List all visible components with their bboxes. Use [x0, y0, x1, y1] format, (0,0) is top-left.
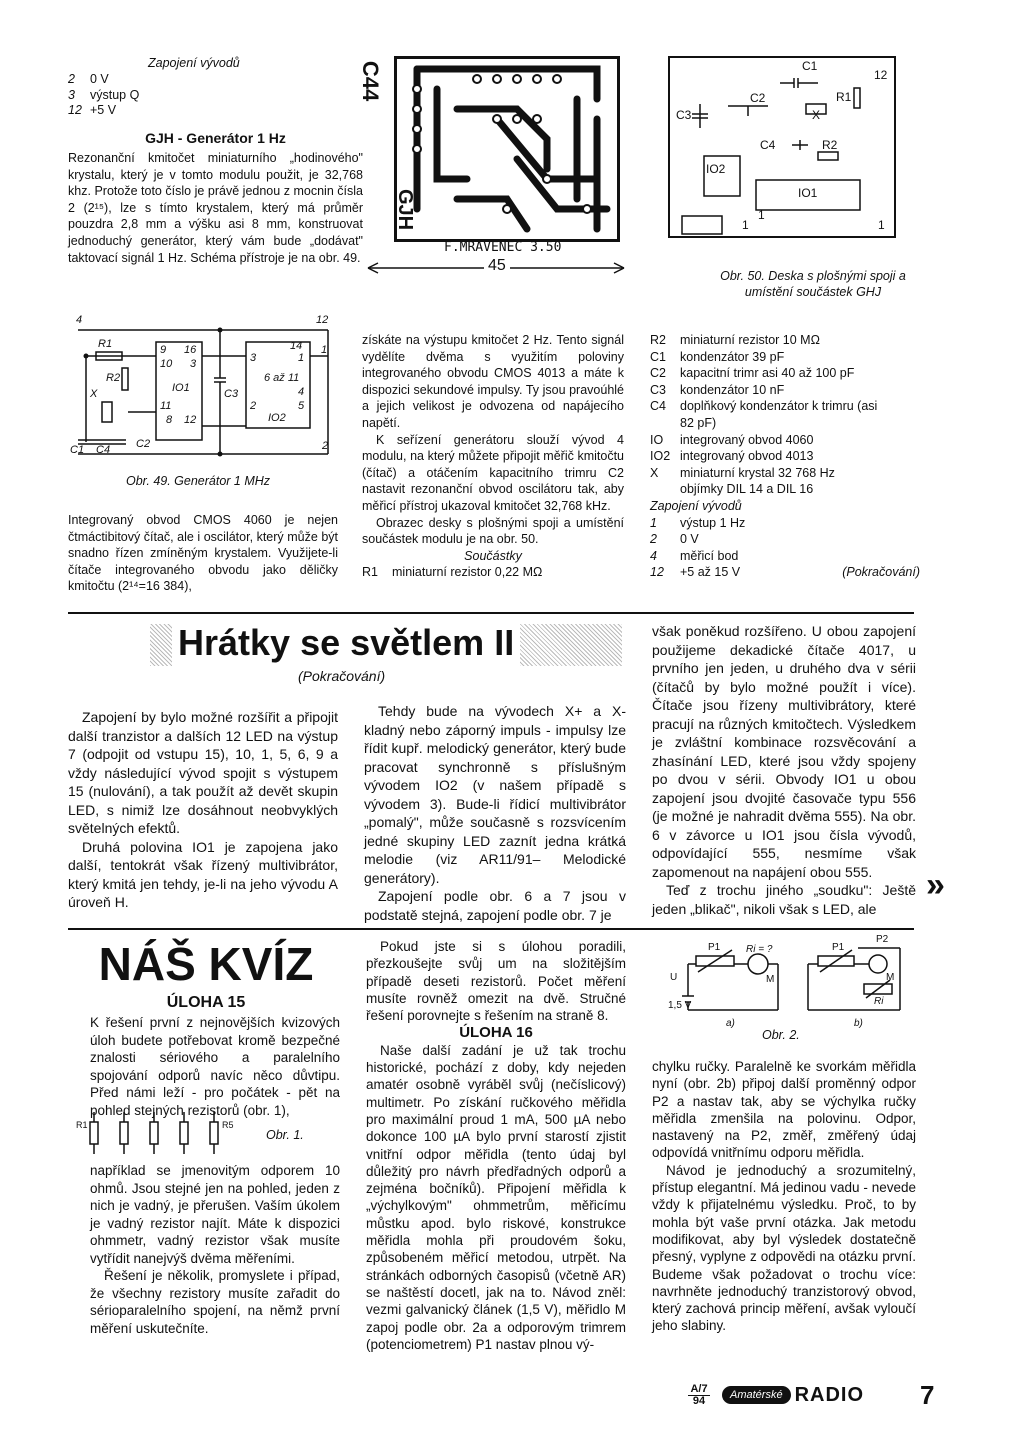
fig50-label: 12 [874, 68, 888, 82]
fig50-label: 1 [742, 218, 749, 232]
fig50-caption: Obr. 50. Deska s plošnými spoji a umístění součástek GHJ [720, 269, 906, 299]
fig49-label: 3 [250, 352, 257, 364]
kviz-task16: ÚLOHA 16 [459, 1024, 533, 1042]
fig49-label: 2 [322, 440, 329, 452]
kviz-fig2-label: a) [726, 1018, 735, 1029]
kviz-col3 [652, 1058, 916, 1335]
kviz-paragraph: Pokud jste si s úlohou poradili, přezkoušejte svůj um na složitějším případě deseti rezistorů. Počet měření musíte rovněž omezit na dvě. Stručné řešení porovnejte s řešením na straně 8. [366, 939, 626, 1024]
issue-month: A/7 [688, 1384, 710, 1396]
pcb-side-label: C44 [358, 60, 384, 102]
fig49-label: 8 [166, 414, 173, 426]
kviz-paragraph: K řešení první z nejnovějších kvizových úloh budete potřebovat kromě bezpečné znalosti sériového a paralelního spojování odporů navíc něco důvtipu. Před námi leží - pro počátek - pět na pohled stejných rezistorů (obr. 1), [90, 1015, 340, 1118]
pinout-top-title: Zapojení vývodů [148, 56, 240, 70]
fig50-label: 1 [758, 208, 765, 222]
logo-radio: RADIO [794, 1383, 865, 1406]
hratky-title: Hrátky se světlem II [172, 620, 520, 666]
gjh-col1-bottom [68, 512, 338, 595]
kviz-title: NÁŠ KVÍZ [98, 938, 314, 990]
fig50-label: R1 [836, 90, 852, 104]
fig49-label: 14 [290, 340, 303, 352]
fig50-label: IO2 [706, 162, 726, 176]
hratky-col3 [652, 622, 916, 918]
part-row: C4 doplňkový kondenzátor k trimru (asi [650, 399, 878, 414]
fig49-label: C3 [224, 388, 239, 400]
hratky-paragraph: Zapojení podle obr. 6 a 7 jsou v podstatě stejná, zapojení podle obr. 7 je [364, 888, 626, 923]
kviz-task15: ÚLOHA 15 [166, 994, 246, 1011]
fig50-label: C2 [750, 91, 766, 105]
gjh-paragraph: Rezonanční kmitočet miniaturního „hodinového" krystalu, který je v tomto modulu použit, je 32,768 khz. Protože toto číslo je právě jednou z mocnin čísla 2 (2¹⁵), lze s tímto krystalem, který má průměr pouzdra 2,8 mm a výšku asi 8 mm, konstruovat jednoduchý generátor, který vám bude „dodávat" taktovací signál 1 Hz. Schéma přístroje je na obr. 49. [68, 151, 363, 265]
kviz-paragraph: Řešení je několik, promyslete i případ, že všechny rezistory musíte zařadit do sérioparalelního spojení, na němž první měření uskutečníte. [90, 1268, 340, 1336]
continued-label: (Pokračování) [842, 565, 920, 580]
part-row-cont: objímky DIL 14 a DIL 16 [680, 482, 814, 497]
fig49-label: 12 [184, 414, 197, 426]
fig49 [66, 316, 346, 476]
kviz-fig1 [76, 1108, 344, 1158]
pinout-top-row: 12 +5 V [68, 103, 117, 117]
issue-number [688, 1384, 710, 1407]
fig49-label: IO1 [172, 382, 190, 394]
fig49-label: 4 [76, 314, 83, 326]
fig50 [668, 56, 900, 266]
kviz-fig1-label: R5 [222, 1120, 234, 1130]
hratky-paragraph: Teď z trochu jiného „soudku": Ještě jeden „blikač", nikoli však s LED, ale [652, 882, 916, 917]
kviz-fig2 [668, 934, 908, 1046]
hratky-paragraph: však poněkud rozšířeno. U obou zapojení použijeme dekadické čítače 4017, u prvního jen jeden, u druhého dva v sérii (čítačů by bylo možné použít i více). Čítače jsou řízeny multivibrátory, které pracují na různých kmitočtech. Výsledkem je zvláštní kombinace rozsvěcování a zhasínání LED, které jsou vždy spojeny po dvou v sérii. Obvody IO1 u obou zapojení jsou dvojité časovače typu 556 (je možné je nahradit dvěma 555). Na obr. 6 v závorce u IO1 jsou čísla vývodů, odpovídající 555, nesmíme však zapomenout na napájení obou 555. [652, 623, 916, 880]
kviz-fig2-label: P2 [876, 934, 889, 945]
pinout-top-row: 3 výstup Q [68, 87, 140, 102]
pinout-top-row: 2 0 V [68, 72, 109, 86]
gjh-intro [68, 150, 363, 266]
part-row: R1 miniaturní rezistor 0,22 MΩ [362, 565, 543, 580]
kviz-fig2-label: M [766, 974, 775, 985]
pinout-bottom-title: Zapojení vývodů [650, 498, 742, 513]
magazine-logo [722, 1384, 864, 1406]
fig50-label: C3 [676, 108, 692, 122]
part-row: X miniaturní krystal 32 768 Hz [650, 465, 835, 480]
fig50-label: C4 [760, 138, 776, 152]
hratky-col1 [68, 708, 338, 912]
hratky-continued: (Pokračování) [298, 668, 386, 684]
pinout-row: 1 výstup 1 Hz [650, 515, 746, 530]
fig49-label: C2 [136, 438, 151, 450]
fig49-caption: Obr. 49. Generátor 1 MHz [126, 474, 271, 488]
issue-year: 94 [692, 1395, 706, 1407]
kviz-paragraph: například se jmenovitým odporem 10 ohmů. Jsou stejné jen na pohled, jeden z nich je vadný, je přerušen. Vaším úkolem je vadný rezistor najít. Máte k dispozici ohmmetr, vadný rezistor však musíte vytřídit nanejvýš dvěma měřeními. [90, 1163, 340, 1266]
fig49-label: 9 [160, 344, 167, 356]
fig49-label: 6 až 11 [264, 372, 300, 384]
fig49-label: C1 [70, 444, 85, 456]
pcb-figure [356, 48, 626, 288]
part-row: IO integrovaný obvod 4060 [650, 432, 814, 447]
kviz-fig1-caption: Obr. 1. [266, 1128, 304, 1142]
fig49-label: 10 [160, 358, 173, 370]
fig49-label: 1 [321, 344, 328, 356]
gjh-paragraph: získáte na výstupu kmitočet 2 Hz. Tento signál vydělíte dvěma s využitím poloviny integrovaného obvodu CMOS 4013 a máte k dispozici sekundové impulsy. Ty jsou pravoúhlé a jejich velikost je odvozena od napájecího napětí. [362, 333, 624, 430]
gjh-paragraph: Obrazec desky s plošnými spoji a umístění součástek modulu je na obr. 50. [362, 515, 624, 547]
part-row: C1 kondenzátor 39 pF [650, 349, 785, 364]
fig50-label: X [812, 108, 821, 122]
kviz-fig2-label: Ri [874, 996, 884, 1007]
fig49-label: 12 [316, 314, 329, 326]
fig49-label: 5 [298, 400, 305, 412]
fig49-label: 2 [250, 400, 257, 412]
logo-script: Amatérské [722, 1386, 791, 1404]
fig49-label: 11 [160, 400, 172, 412]
fig49-label: 16 [184, 344, 197, 356]
kviz-col1-top [90, 1014, 340, 1119]
gjh-heading: GJH - Generátor 1 Hz [145, 130, 286, 146]
part-row: C3 kondenzátor 10 nF [650, 382, 785, 397]
kviz-paragraph: Naše další zadání je už tak trochu historické, pochází z doby, kdy nejeden amatér osobně vyráběl svůj (nečíslicový) multimetr. Po získání ručkového měřidla pro maximální proud 1 mA, 500 µA nebo dokonce 100 µA bylo první starostí zjistit vnitřní odpor měřidla (tento údaj byl důležitý pro návrh předřadných odporů a zejména bočníků). Připojení měřidla k „výchylkovým" ohmmetrům, měřicímu můstku apod. bylo riskové, konstrukce měřidla mohla při proudovém šoku, způsobeném měřicí metodou, utrpět. Na stránkách odborných časopisů (včetně AR) se naštěstí docetl, jak na to. Návod zněl: vezmi galvanický článek (1,5 V), měřidlo M zapoj podle obr. 2a a odporovým trimrem (potenciometrem) P1 nastav plnou vý- [366, 1042, 626, 1352]
kviz-fig2-label: P1 [708, 942, 721, 953]
gjh-paragraph: Integrovaný obvod CMOS 4060 je nejen čtmáctibitový čítač, ale i oscilátor, který může být snadno řízen zmíněným krystalem. Využijete-li čítače integrovaného obvodu jako děličky kmitočtu (2¹⁴=16 384), [68, 513, 338, 594]
pinout-row: 2 0 V [650, 532, 699, 547]
part-row-cont: 82 pF) [680, 415, 717, 430]
parts-title: Součástky [464, 548, 522, 563]
fig49-label: 4 [298, 386, 305, 398]
fig49-label: IO2 [268, 412, 286, 424]
pcb-board [394, 56, 620, 242]
parts-list [650, 332, 920, 581]
continue-arrow-icon: » [926, 866, 945, 904]
gjh-col2 [362, 332, 624, 581]
pinout-row: 4 měřicí bod [650, 548, 739, 563]
part-row: C2 kapacitní trimr asi 40 až 100 pF [650, 366, 855, 381]
hratky-paragraph: Zapojení by bylo možné rozšířit a připojit další tranzistor a dalších 12 LED na výstup 7 (odpojit od vstupu 15), 10, 1, 5, 6, 9 a vždy následující vývod spojit s výstupem 15 (nulování), a tak použít až devět skupin LED, s nimiž lze dosáhnout neobvyklých světelných efektů. [68, 709, 338, 836]
hratky-paragraph: Tehdy bude na vývodech X+ a X- kladný nebo záporný impuls - impulsy lze řídit kupř. melodický generátor, který bude pracovat synchronně s příslušným vývodem IO2 (v našem případě s vývodem 3). Bude-li řídicí multivibrátor „pomalý", může současně s rozsvícením jedné skupiny LED zaznít jedna krátká melodie (viz AR11/91– Melodické generátory). [364, 703, 626, 886]
fig50-label: 1 [878, 218, 885, 232]
kviz-fig2-label: 1,5 V [668, 1000, 692, 1011]
pinout-row: 12 +5 až 15 V (Pokračování) [650, 565, 920, 580]
section-divider [68, 928, 914, 930]
fig49-label: 1 [298, 352, 305, 364]
kviz-fig2-label: U [670, 972, 678, 983]
fig50-drawing [668, 56, 898, 246]
kviz-col1-bottom [90, 1162, 340, 1337]
fig50-label: IO1 [798, 186, 818, 200]
fig49-label: X [90, 388, 98, 400]
fig50-label: R2 [822, 138, 838, 152]
section-divider [68, 612, 914, 614]
pcb-code: GJH [394, 188, 417, 231]
kviz-fig2-label: Ri = ? [746, 944, 773, 955]
page-number: 7 [920, 1380, 935, 1410]
kviz-fig2-label: b) [854, 1018, 863, 1029]
kviz-col2 [366, 938, 626, 1353]
gjh-paragraph: K seřízení generátoru slouží vývod 4 modulu, na který můžete připojit měřič kmitočtu (čítač) a otáčením kapacitního trimru C2 nastavit rezonanční obvod oscilátoru tak, aby měřicí přístroj ukazoval kmitočet 32,768 kHz. [362, 432, 624, 513]
fig49-label: R2 [106, 372, 121, 384]
fig49-label: 3 [190, 358, 197, 370]
hratky-paragraph: Druhá polovina IO1 je zapojena jako další, tentokrát však řízený multivibrátor, který kmitá jen tehdy, je-li na jeho vývodu A úroveň H. [68, 838, 338, 910]
hratky-col2 [364, 702, 626, 924]
kviz-fig2-label: M [886, 972, 895, 983]
kviz-fig2-drawing [668, 934, 908, 1024]
fig49-label: R1 [98, 338, 113, 350]
fig50-label: C1 [802, 59, 818, 73]
fig49-label: C4 [96, 444, 111, 456]
part-row: IO2 integrovaný obvod 4013 [650, 449, 814, 464]
kviz-fig2-label: P1 [832, 942, 845, 953]
pcb-signature: F.MRAVENEC 3.50 [444, 240, 562, 255]
kviz-fig1-label: R1 [76, 1120, 88, 1130]
part-row: R2 miniaturní rezistor 10 MΩ [650, 333, 820, 347]
kviz-paragraph: Návod je jednoduchý a srozumitelný, přístup elegantní. Má jedinou vadu - nevede vždy k přijatelnému výsledku. Proč, to by mohla být vaše první otázka. Jak metodu modifikovat, aby byl výsledek dostatečně přesný, vyplyne z odpovědi na otázku první. Budeme však požadovat o trochu více: navrhněte jednoduchý tranzistorový obvod, který zachová princip měření, avšak vyloučí jeho slabiny. [652, 1162, 916, 1334]
kviz-fig1-resistors [84, 1108, 244, 1158]
kviz-fig2-caption: Obr. 2. [762, 1028, 800, 1042]
pcb-traces [397, 59, 617, 239]
kviz-paragraph: chylku ručky. Paralelně ke svorkám měřidla nyní (obr. 2b) připoj další proměnný odpor P2 a nastav tak, aby se výchylka ručky měřidla zmenšila na polovinu. Odpor, nastavený na P2, změř, změřený údaj odpovídá vnitřnímu odporu měřidla. [652, 1059, 916, 1161]
pcb-dimension: 45 [484, 257, 510, 275]
